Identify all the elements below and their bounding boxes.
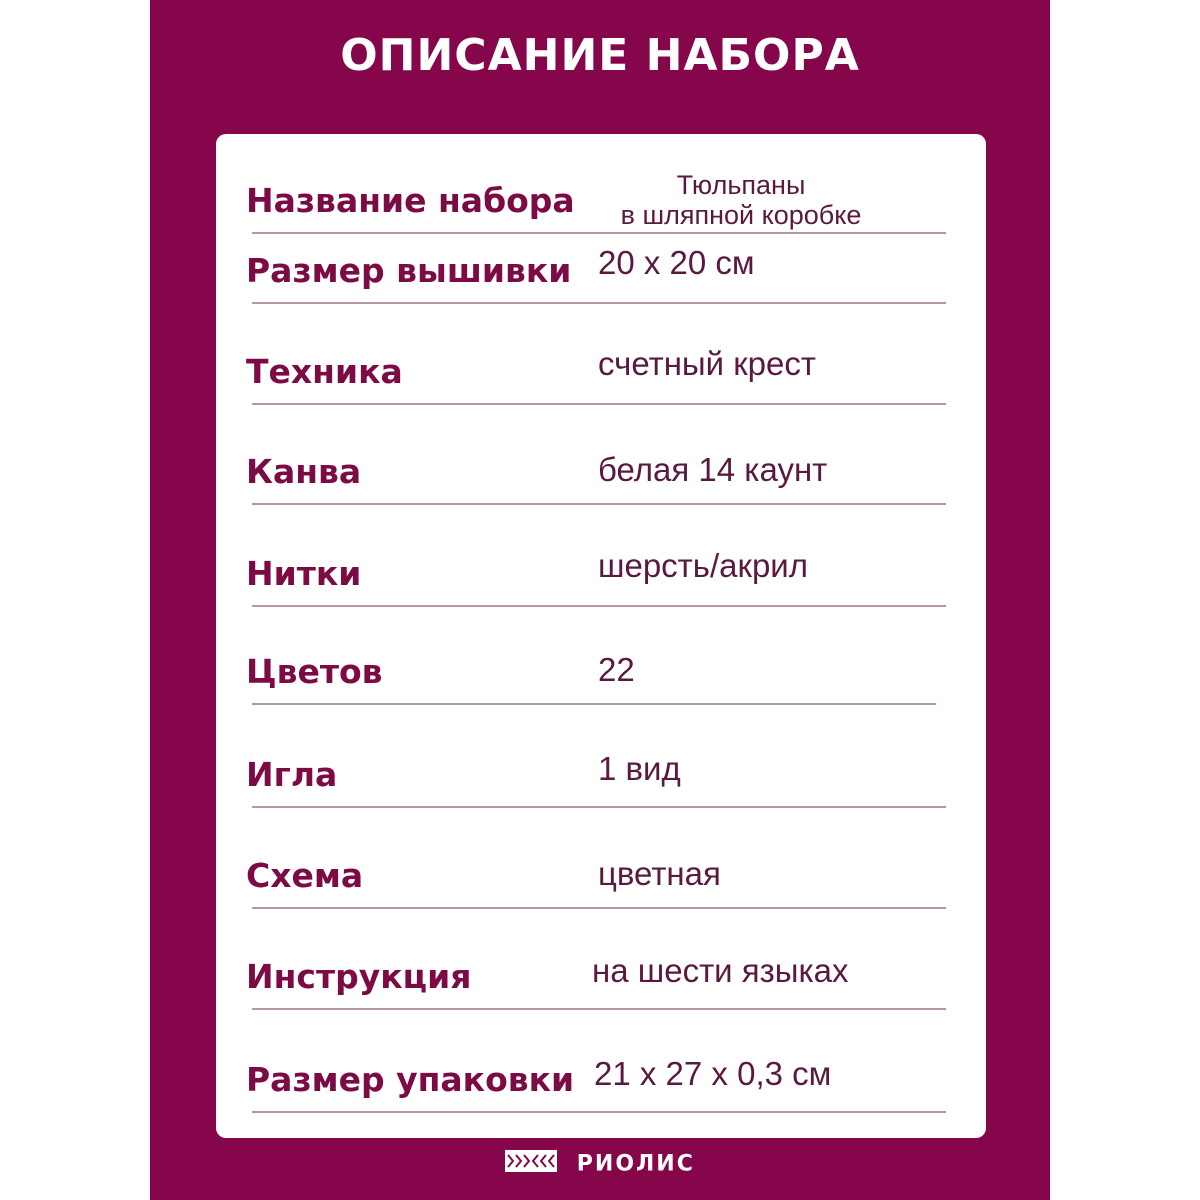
spec-value: 21 х 27 х 0,3 см [594, 1055, 832, 1092]
divider [252, 503, 946, 505]
spec-label: Цветов [246, 652, 383, 691]
spec-row-threads [246, 507, 946, 607]
spec-value: белая 14 каунт [598, 451, 828, 488]
spec-row-embroidery-size [246, 204, 946, 304]
spec-row-package-size [246, 1013, 946, 1113]
spec-value: цветная [598, 855, 721, 892]
spec-row-canvas [246, 405, 946, 505]
spec-label: Канва [246, 452, 362, 491]
divider [252, 1111, 946, 1113]
spec-value: 22 [598, 651, 635, 688]
divider [252, 806, 946, 808]
spec-card [216, 134, 986, 1138]
divider [252, 1008, 946, 1010]
spec-label: Игла [246, 755, 338, 794]
spec-row-needle [246, 708, 946, 808]
brand-footer [150, 1150, 1050, 1178]
spec-value: на шести языках [592, 952, 849, 989]
spec-label: Размер упаковки [246, 1060, 575, 1099]
spec-label: Схема [246, 856, 364, 895]
spec-label: Нитки [246, 554, 362, 593]
spec-row-colors [246, 605, 946, 705]
spec-value: 20 х 20 см [598, 244, 755, 281]
background-panel [150, 0, 1050, 1200]
divider [252, 703, 936, 705]
riolis-logo-icon [505, 1150, 557, 1178]
spec-value: шерсть/акрил [598, 547, 808, 584]
divider [252, 302, 946, 304]
spec-label: Техника [246, 352, 403, 391]
spec-label: Инструкция [246, 957, 472, 996]
spec-row-scheme [246, 809, 946, 909]
spec-label: Название набора [246, 181, 575, 220]
spec-value: счетный крест [598, 345, 816, 382]
spec-value: 1 вид [598, 750, 681, 787]
divider [252, 907, 946, 909]
brand-name: РИОЛИС [576, 1151, 695, 1177]
spec-row-technique [246, 305, 946, 405]
spec-label: Размер вышивки [246, 251, 572, 290]
page-title: ОПИСАНИЕ НАБОРА [340, 30, 860, 81]
spec-row-instruction [246, 910, 946, 1010]
spec-value: Тюльпаны в шляпной коробке [620, 170, 862, 230]
